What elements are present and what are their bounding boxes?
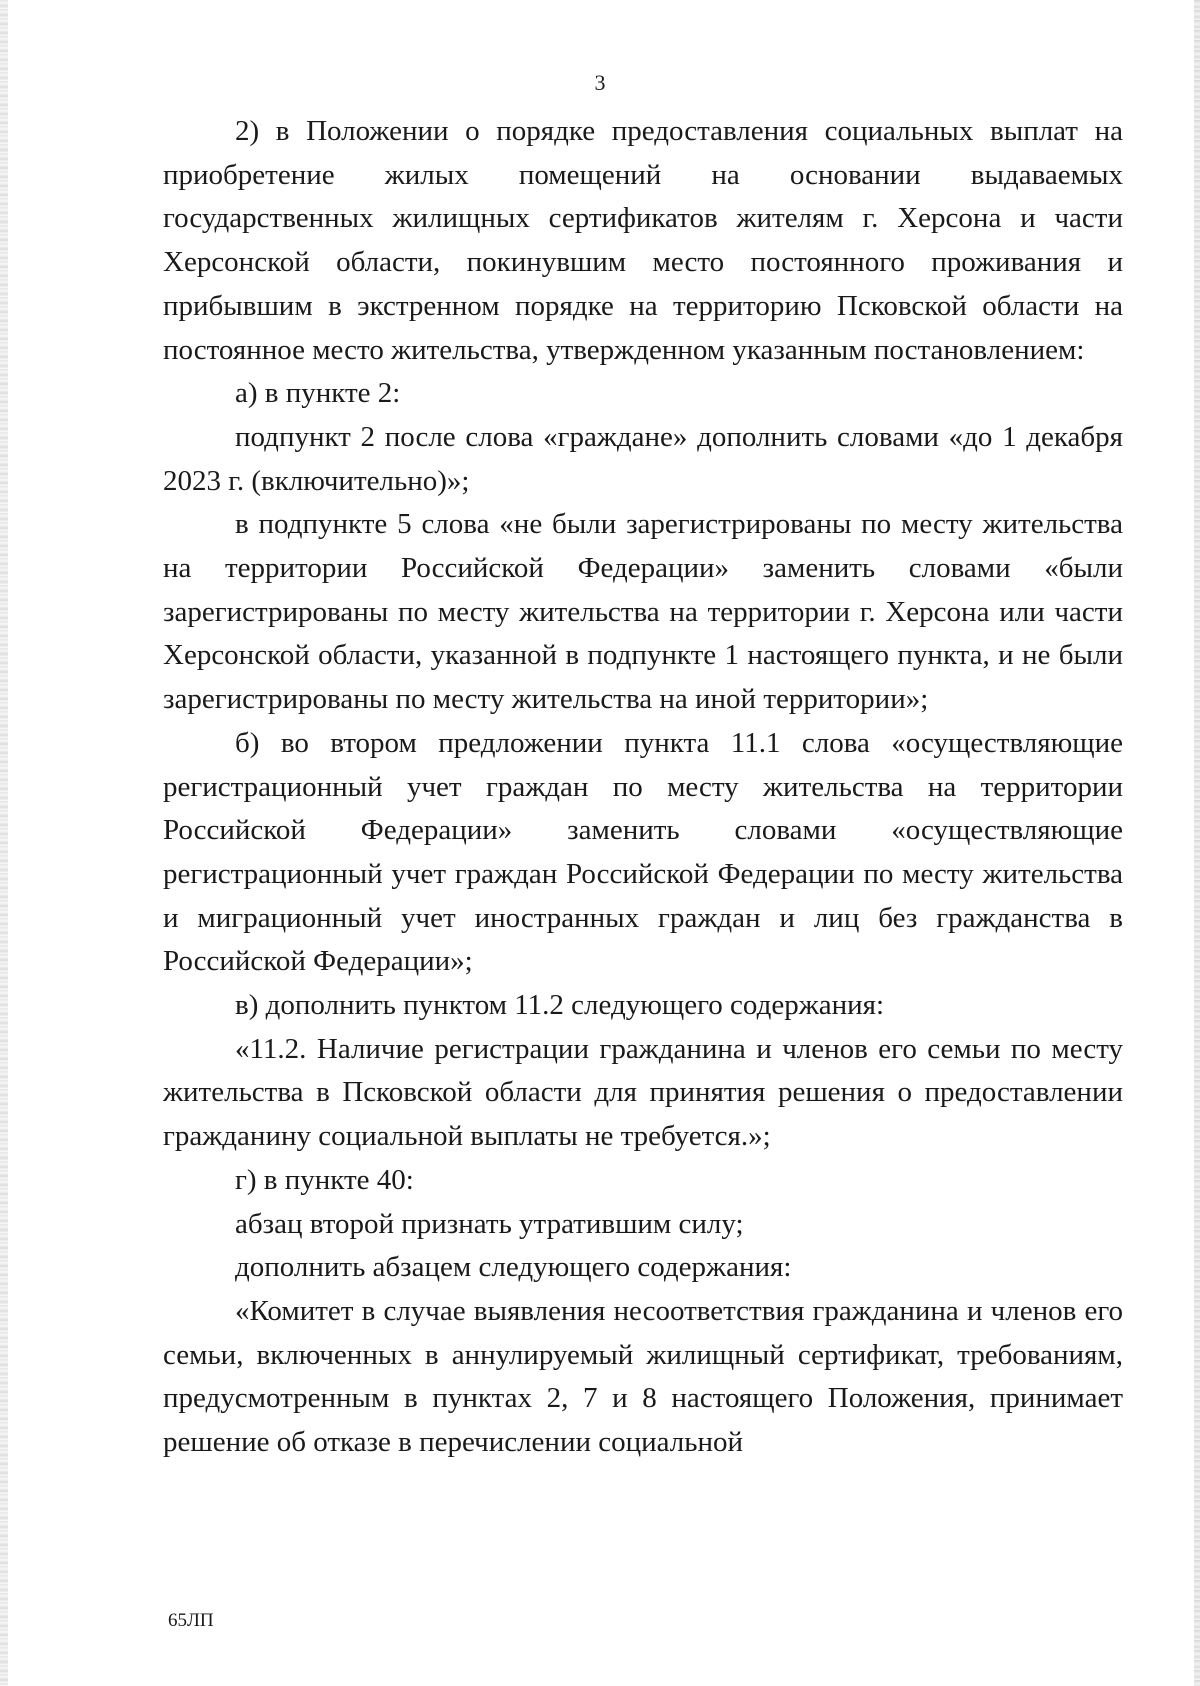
paragraph-subitem-5: в подпункте 5 слова «не были зарегистрированы по месту жительства на территории Российской Федерации» заменить словами «были зарегистрированы по месту жительства на территории г. Херсона или части Херсонской области, указанной в подпункте 1 настоящего пункта, и не были зарегистрированы по месту жительства на иной территории»;	[163, 508, 1123, 716]
document-body	[163, 110, 1123, 1465]
paragraph-committee: «Комитет в случае выявления несоответствия гражданина и членов его семьи, включенных в аннулируемый жилищный сертификат, требованиям, предусмотренным в пунктах 2, 7 и 8 настоящего Положения, принимает решение об отказе в перечислении социальной	[163, 1294, 1123, 1459]
paragraph-subitem-2: подпункт 2 после слова «граждане» дополнить словами «до 1 декабря 2023 г. (включительно)»;	[163, 420, 1123, 497]
paragraph-point-11-2: «11.2. Наличие регистрации гражданина и членов его семьи по месту жительства в Псковской области для принятия решения о предоставлении гражданину социальной выплаты не требуется.»;	[163, 1032, 1123, 1153]
paragraph-abzac-second: абзац второй признать утратившим силу;	[235, 1207, 744, 1240]
paragraph-amendment-2: 2) в Положении о порядке предоставления социальных выплат на приобретение жилых помещений на основании выдаваемых государственных жилищных сертификатов жителям г. Херсона и части Херсонской области, покинувшим место постоянного проживания и прибывшим в экстренном порядке на территорию Псковской области на постоянное место жительства, утвержденном указанным постановлением:	[163, 115, 1123, 366]
page-number: 3	[594, 70, 606, 95]
scan-edge-right	[1194, 0, 1200, 1686]
paragraph-item-v: в) дополнить пунктом 11.2 следующего содержания:	[235, 989, 885, 1022]
paragraph-add-abzac: дополнить абзацем следующего содержания:	[235, 1251, 792, 1284]
paragraph-item-b: б) во втором предложении пункта 11.1 слова «осуществляющие регистрационный учет граждан по месту жительства на территории Российской Федерации» заменить словами «осуществляющие регистрационный учет граждан Российской Федерации по месту жительства и миграционный учет иностранных граждан и лиц без гражданства в Российской Федерации»;	[163, 726, 1123, 978]
paragraph-item-a: а) в пункте 2:	[235, 377, 401, 410]
paragraph-item-g: г) в пункте 40:	[235, 1163, 414, 1196]
footer-code: 65ЛП	[168, 1610, 214, 1631]
scan-edge-left	[0, 0, 8, 1686]
